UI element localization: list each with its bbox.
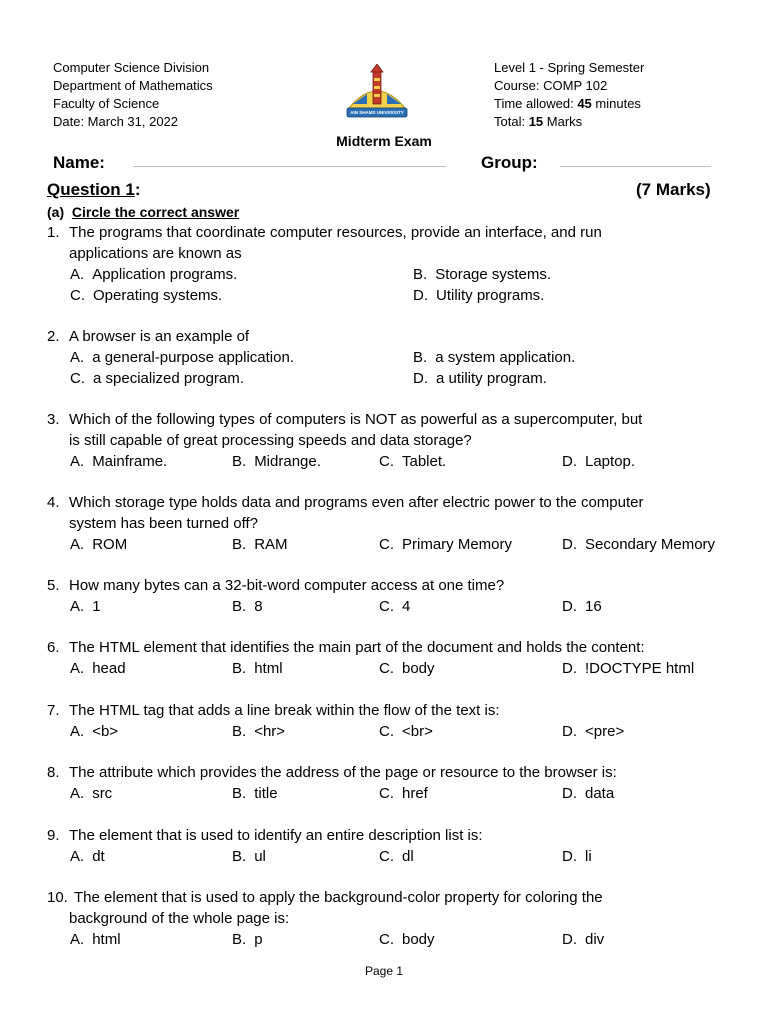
answer-option[interactable] [232,596,263,617]
question-number: 6. [47,639,60,656]
answer-option[interactable] [232,658,283,679]
part-heading [47,203,239,222]
answer-option[interactable] [562,721,624,742]
answer-option[interactable] [232,534,288,555]
question-number: 5. [47,577,60,594]
answer-option[interactable] [70,721,118,742]
option-text: body [402,931,435,948]
option-text: <br> [402,723,433,740]
option-letter: A. [70,266,85,283]
question-text: system has been turned off? [69,515,259,532]
question-number: 3. [47,411,60,428]
option-letter: D. [562,723,577,740]
option-letter: B. [232,598,247,615]
option-text: Mainframe. [92,453,168,470]
answer-option[interactable] [562,783,614,804]
option-text: Secondary Memory [585,536,716,553]
department-text: Department of Mathematics [53,78,213,93]
header-left [53,59,213,131]
option-letter: B. [232,931,247,948]
answer-option[interactable] [562,596,602,617]
question-text: The HTML element that identifies the main part of the document and holds the content: [69,639,645,656]
option-text: body [402,660,435,677]
answer-option[interactable] [379,846,414,867]
option-text: ul [254,848,266,865]
option-letter: A. [70,931,85,948]
question-number: 2. [47,328,60,345]
option-letter: B. [232,536,247,553]
option-letter: D. [562,785,577,802]
option-text: RAM [254,536,288,553]
question-text: The element that is used to apply the background-color property for coloring the [74,889,603,906]
question-text: Which storage type holds data and programs even after electric power to the computer [69,494,644,511]
question-text: The programs that coordinate computer resources, provide an interface, and run [69,224,602,241]
option-letter: B. [232,848,247,865]
answer-option[interactable] [413,347,575,368]
date-text: Date: March 31, 2022 [53,114,179,129]
answer-option[interactable] [70,929,121,950]
answer-option[interactable] [413,285,544,306]
option-letter: C. [379,723,394,740]
answer-option[interactable] [232,929,263,950]
answer-option[interactable] [562,534,715,555]
group-field-line[interactable] [560,166,711,167]
question-label: Question 1 [47,180,135,199]
option-text: <b> [92,723,119,740]
logo-caption: AIN SHAMS UNIVERSITY [350,110,404,115]
option-text: Tablet. [402,453,447,470]
option-text: Primary Memory [402,536,513,553]
division-text: Computer Science Division [53,60,210,75]
answer-option[interactable] [70,658,126,679]
option-letter: A. [70,349,85,366]
option-letter: B. [232,785,247,802]
level-text: Level 1 - Spring Semester [494,60,645,75]
option-letter: C. [70,287,85,304]
option-letter: D. [562,536,577,553]
answer-option[interactable] [232,783,278,804]
option-letter: C. [379,785,394,802]
option-letter: C. [70,370,85,387]
option-text: head [92,660,126,677]
answer-option[interactable] [379,721,433,742]
answer-option[interactable] [232,721,285,742]
option-text: Laptop. [585,453,636,470]
answer-option[interactable] [70,285,222,306]
answer-option[interactable] [413,368,547,389]
header-right [494,59,644,131]
option-letter: D. [562,598,577,615]
option-letter: B. [232,723,247,740]
option-text: Utility programs. [436,287,545,304]
option-text: href [402,785,428,802]
option-text: p [254,931,263,948]
option-letter: A. [70,598,85,615]
answer-option[interactable] [70,596,101,617]
option-letter: C. [379,931,394,948]
option-text: div [585,931,605,948]
answer-option[interactable] [562,451,635,472]
option-text: a specialized program. [93,370,244,387]
option-letter: D. [562,848,577,865]
option-text: a general-purpose application. [92,349,294,366]
option-text: Storage systems. [435,266,552,283]
question-text: applications are known as [69,245,242,262]
time-value: 45 [577,96,592,111]
name-label: Name: [53,153,105,172]
option-text: Midrange. [254,453,321,470]
option-text: src [92,785,113,802]
option-letter: C. [379,453,394,470]
answer-option[interactable] [562,658,694,679]
answer-option[interactable] [379,451,446,472]
option-text: !DOCTYPE html [585,660,695,677]
option-letter: D. [562,453,577,470]
option-text: <hr> [254,723,286,740]
option-text: 1 [92,598,101,615]
question-text: Which of the following types of computers is NOT as powerful as a supercomputer, but [69,411,643,428]
option-letter: D. [413,370,428,387]
question-text: The attribute which provides the address of the page or resource to the browser is: [69,764,617,781]
answer-option[interactable] [379,929,435,950]
answer-option[interactable] [562,846,592,867]
question-text: is still capable of great processing speeds and data storage? [69,432,472,449]
option-text: data [585,785,615,802]
question-heading: Question 1: [47,180,141,199]
answer-option[interactable] [70,783,112,804]
question-number: 7. [47,702,60,719]
option-letter: D. [413,287,428,304]
answer-option[interactable] [70,451,167,472]
question-text: How many bytes can a 32-bit-word computer access at one time? [69,577,505,594]
option-text: Application programs. [92,266,238,283]
course-text: Course: COMP 102 [494,78,608,93]
faculty-text: Faculty of Science [53,96,160,111]
option-letter: B. [413,349,428,366]
question-marks: (7 Marks) [636,180,711,199]
option-letter: C. [379,598,394,615]
question-number: 10. [47,889,68,906]
question-number: 1. [47,224,60,241]
page-number: Page 1 [364,964,404,978]
option-letter: C. [379,660,394,677]
question-text: background of the whole page is: [69,910,290,927]
option-letter: C. [379,848,394,865]
answer-option[interactable] [70,534,127,555]
part-label: (a) [47,204,65,220]
option-text: html [254,660,283,677]
option-text: title [254,785,278,802]
option-text: html [92,931,121,948]
name-field-line[interactable] [133,166,446,167]
answer-option[interactable] [562,929,604,950]
option-letter: D. [562,660,577,677]
option-text: a utility program. [436,370,547,387]
option-letter: B. [232,660,247,677]
option-letter: A. [70,453,85,470]
option-letter: B. [232,453,247,470]
answer-option[interactable] [379,783,428,804]
question-text: The element that is used to identify an entire description list is: [69,827,483,844]
option-text: li [585,848,592,865]
answer-option[interactable] [379,534,512,555]
option-text: 8 [254,598,263,615]
exam-title: Midterm Exam [336,133,432,149]
option-letter: A. [70,785,85,802]
option-text: a system application. [435,349,576,366]
option-letter: A. [70,723,85,740]
option-text: Operating systems. [93,287,223,304]
group-label: Group: [481,153,538,172]
answer-option[interactable] [379,596,410,617]
total-marks-text: Total: 15 Marks [494,114,583,129]
option-text: 16 [585,598,602,615]
answer-option[interactable] [70,347,294,368]
part-instruction: Circle the correct answer [71,204,240,220]
option-letter: A. [70,536,85,553]
option-letter: D. [562,931,577,948]
answer-option[interactable] [70,368,244,389]
question-number: 4. [47,494,60,511]
option-text: <pre> [585,723,625,740]
question-text: A browser is an example of [69,328,250,345]
time-allowed-text: Time allowed: 45 minutes [494,96,641,111]
question-number: 8. [47,764,60,781]
total-value: 15 [528,114,544,129]
option-text: ROM [92,536,128,553]
answer-option[interactable] [232,451,321,472]
option-letter: A. [70,660,85,677]
answer-option[interactable] [413,264,551,285]
question-number: 9. [47,827,60,844]
answer-option[interactable] [70,846,105,867]
option-text: dt [92,848,105,865]
answer-option[interactable] [379,658,435,679]
question-text: The HTML tag that adds a line break within the flow of the text is: [69,702,500,719]
option-text: dl [402,848,414,865]
option-letter: B. [413,266,428,283]
option-letter: C. [379,536,394,553]
answer-option[interactable] [70,264,237,285]
option-letter: A. [70,848,85,865]
answer-option[interactable] [232,846,266,867]
option-text: 4 [402,598,411,615]
university-logo [343,64,411,120]
